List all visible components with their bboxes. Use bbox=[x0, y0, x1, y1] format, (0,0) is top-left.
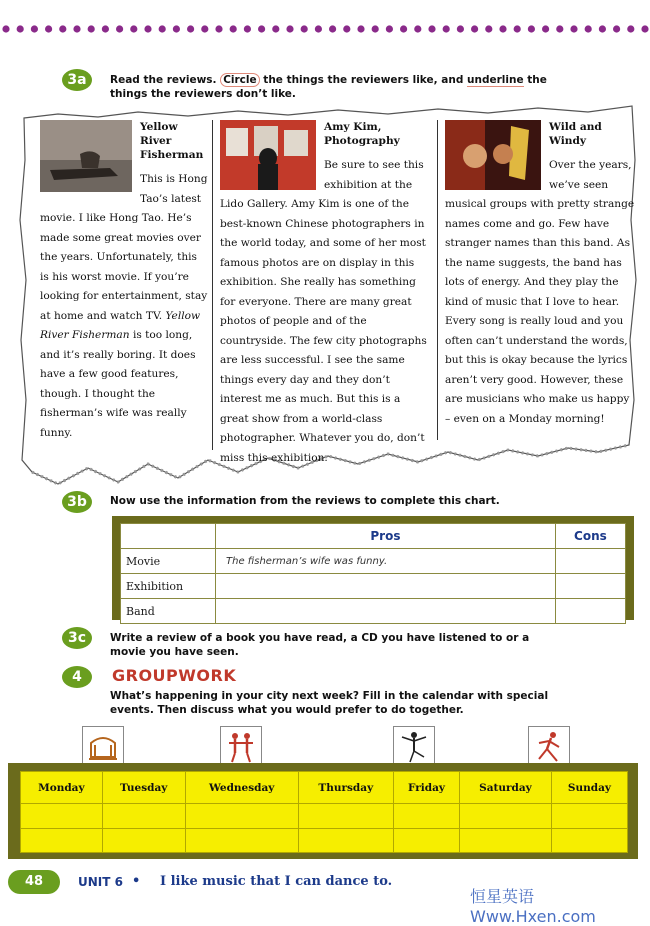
border-dot bbox=[201, 25, 208, 32]
review-title: Amy Kim, Photography bbox=[324, 121, 400, 147]
border-dot bbox=[386, 25, 393, 32]
people-icon bbox=[220, 726, 262, 768]
instruction-4 bbox=[110, 689, 640, 717]
footer-bullet: • bbox=[132, 874, 141, 889]
table-header-row bbox=[121, 524, 626, 549]
review-body-part2: is too long, and it’s really boring. It does have a few good features, though. I thought the fisherman’s wife was really funny. bbox=[40, 329, 196, 439]
boat-photo bbox=[40, 120, 132, 192]
badge-4: 4 bbox=[62, 666, 92, 688]
instruction-3a-part1: Read the reviews. bbox=[110, 74, 221, 86]
border-dot bbox=[457, 25, 464, 32]
border-dot bbox=[556, 25, 563, 32]
pros-cell[interactable] bbox=[216, 574, 556, 599]
cons-cell[interactable] bbox=[555, 574, 625, 599]
movie-title-italic: Yellow River Fisherman bbox=[40, 309, 201, 341]
weekly-calendar bbox=[8, 763, 638, 859]
header-pros: Pros bbox=[216, 524, 556, 549]
border-dot bbox=[17, 25, 24, 32]
border-dot bbox=[641, 25, 648, 32]
chapter-title: I like music that I can dance to. bbox=[160, 874, 393, 889]
instruction-3a-line2: things the reviewers don’t like. bbox=[110, 88, 296, 100]
row-label: Band bbox=[121, 599, 216, 624]
instruction-3b: Now use the information from the reviews to complete this chart. bbox=[110, 495, 500, 507]
review-yellow-river bbox=[40, 120, 208, 443]
instruction-3c bbox=[110, 631, 630, 659]
border-dot bbox=[585, 25, 592, 32]
dotted-border bbox=[0, 22, 650, 36]
review-body: Be sure to see this exhibition at the Lido Gallery. Amy Kim is one of the best-known Chinese photographers in the world today, and some of her most famous photos are on display in this exhibition. She really has something for everyone. There are many great photos of people and of the countryside. The few city photographs are less successful. I see the same things every day and they don’t interest me as much. But this is a great show from a world-class photographer. Whatever you do, don’t miss this exhibition. bbox=[220, 159, 427, 464]
calendar-cell[interactable] bbox=[298, 828, 393, 853]
border-dot bbox=[2, 25, 9, 32]
border-dot bbox=[514, 25, 521, 32]
border-dot bbox=[372, 25, 379, 32]
review-body-part1: This is Hong Tao’s latest movie. I like Hong Tao. He’s made some great movies over the years. Unfortunately, this is his worst movie. If you’re looking for entertainment, stay at home and watch TV. bbox=[40, 173, 208, 322]
border-dot bbox=[230, 25, 237, 32]
border-dot bbox=[443, 25, 450, 32]
review-amy-kim bbox=[220, 120, 432, 468]
circle-keyword: Circle bbox=[220, 73, 259, 87]
cons-cell[interactable] bbox=[555, 549, 625, 574]
table-row bbox=[121, 549, 626, 574]
runner-icon bbox=[528, 726, 570, 768]
dancer-icon bbox=[393, 726, 435, 768]
border-dot bbox=[627, 25, 634, 32]
calendar-row bbox=[21, 804, 628, 829]
border-dot bbox=[187, 25, 194, 32]
border-dot bbox=[329, 25, 336, 32]
table-row bbox=[121, 599, 626, 624]
page-number: 48 bbox=[8, 870, 60, 894]
theater-icon bbox=[82, 726, 124, 768]
pros-cell[interactable]: The fisherman’s wife was funny. bbox=[216, 549, 556, 574]
pros-cons-chart bbox=[112, 516, 634, 620]
border-dot bbox=[73, 25, 80, 32]
border-dot bbox=[499, 25, 506, 32]
pros-cons-table bbox=[120, 523, 626, 624]
border-dot bbox=[244, 25, 251, 32]
border-dot bbox=[343, 25, 350, 32]
border-dot bbox=[286, 25, 293, 32]
border-dot bbox=[88, 25, 95, 32]
review-wild-and-windy bbox=[445, 120, 635, 429]
calendar-cell[interactable] bbox=[460, 804, 552, 829]
border-dot bbox=[301, 25, 308, 32]
underline-keyword: underline bbox=[467, 74, 524, 86]
border-dot bbox=[542, 25, 549, 32]
border-dot bbox=[599, 25, 606, 32]
calendar-cell[interactable] bbox=[102, 828, 185, 853]
calendar-row bbox=[21, 828, 628, 853]
calendar-cell[interactable] bbox=[185, 804, 298, 829]
calendar-cell[interactable] bbox=[21, 804, 103, 829]
calendar-cell[interactable] bbox=[393, 828, 459, 853]
border-dot bbox=[272, 25, 279, 32]
border-dot bbox=[613, 25, 620, 32]
border-dot bbox=[144, 25, 151, 32]
header-empty bbox=[121, 524, 216, 549]
band-photo bbox=[445, 120, 541, 190]
badge-3b: 3b bbox=[62, 491, 92, 513]
badge-3c: 3c bbox=[62, 627, 92, 649]
calendar-cell[interactable] bbox=[21, 828, 103, 853]
border-dot bbox=[45, 25, 52, 32]
row-label: Movie bbox=[121, 549, 216, 574]
border-dot bbox=[258, 25, 265, 32]
day-friday: Friday bbox=[393, 772, 459, 804]
badge-3a: 3a bbox=[62, 69, 92, 91]
day-monday: Monday bbox=[21, 772, 103, 804]
gallery-photo bbox=[220, 120, 316, 190]
day-tuesday: Tuesday bbox=[102, 772, 185, 804]
instruction-3a bbox=[110, 73, 630, 101]
instruction-4-line1: What’s happening in your city next week? Fill in the calendar with special bbox=[110, 690, 549, 702]
day-saturday: Saturday bbox=[460, 772, 552, 804]
cons-cell[interactable] bbox=[555, 599, 625, 624]
border-dot bbox=[31, 25, 38, 32]
calendar-cell[interactable] bbox=[185, 828, 298, 853]
pros-cell[interactable] bbox=[216, 599, 556, 624]
instruction-4-line2: events. Then discuss what you would prefer to do together. bbox=[110, 704, 464, 716]
calendar-cell[interactable] bbox=[551, 828, 627, 853]
border-dot bbox=[414, 25, 421, 32]
border-dot bbox=[471, 25, 478, 32]
review-body: Over the years, we’ve seen musical groups with pretty strange names come and go. Few have stranger names than this band. As the name suggests, the band has lots of energy. And they play the kind of music that I love to hear. Every song is really loud and you often can’t understand the words, but this is okay because the lyrics aren’t very good. However, these are musicians who make us happy – even on a Monday morning! bbox=[445, 159, 635, 425]
column-divider bbox=[212, 120, 213, 450]
border-dot bbox=[400, 25, 407, 32]
calendar-cell[interactable] bbox=[551, 804, 627, 829]
border-dot bbox=[357, 25, 364, 32]
day-thursday: Thursday bbox=[298, 772, 393, 804]
border-dot bbox=[570, 25, 577, 32]
calendar-cell[interactable] bbox=[102, 804, 185, 829]
border-dot bbox=[315, 25, 322, 32]
border-dot bbox=[102, 25, 109, 32]
calendar-table bbox=[20, 771, 628, 853]
border-dot bbox=[159, 25, 166, 32]
instruction-3a-part2: the things the reviewers like, and bbox=[259, 74, 467, 86]
border-dot bbox=[215, 25, 222, 32]
instruction-3c-line1: Write a review of a book you have read, a CD you have listened to or a bbox=[110, 632, 530, 644]
table-row bbox=[121, 574, 626, 599]
review-title: Wild and Windy bbox=[549, 121, 602, 147]
day-wednesday: Wednesday bbox=[185, 772, 298, 804]
border-dot bbox=[528, 25, 535, 32]
instruction-3c-line2: movie you have seen. bbox=[110, 646, 239, 658]
calendar-cell[interactable] bbox=[393, 804, 459, 829]
row-label: Exhibition bbox=[121, 574, 216, 599]
unit-label: UNIT 6 bbox=[78, 875, 123, 889]
border-dot bbox=[428, 25, 435, 32]
header-cons: Cons bbox=[555, 524, 625, 549]
border-dot bbox=[116, 25, 123, 32]
border-dot bbox=[59, 25, 66, 32]
border-dot bbox=[130, 25, 137, 32]
calendar-cell[interactable] bbox=[298, 804, 393, 829]
review-title: Yellow River Fisherman bbox=[140, 121, 204, 161]
calendar-cell[interactable] bbox=[460, 828, 552, 853]
groupwork-heading: GROUPWORK bbox=[112, 666, 237, 685]
border-dot bbox=[173, 25, 180, 32]
calendar-header-row bbox=[21, 772, 628, 804]
column-divider bbox=[437, 120, 438, 440]
instruction-3a-part3: the bbox=[523, 74, 547, 86]
watermark: 恒星英语 Www.Hxen.com bbox=[470, 887, 596, 926]
border-dot bbox=[485, 25, 492, 32]
day-sunday: Sunday bbox=[551, 772, 627, 804]
